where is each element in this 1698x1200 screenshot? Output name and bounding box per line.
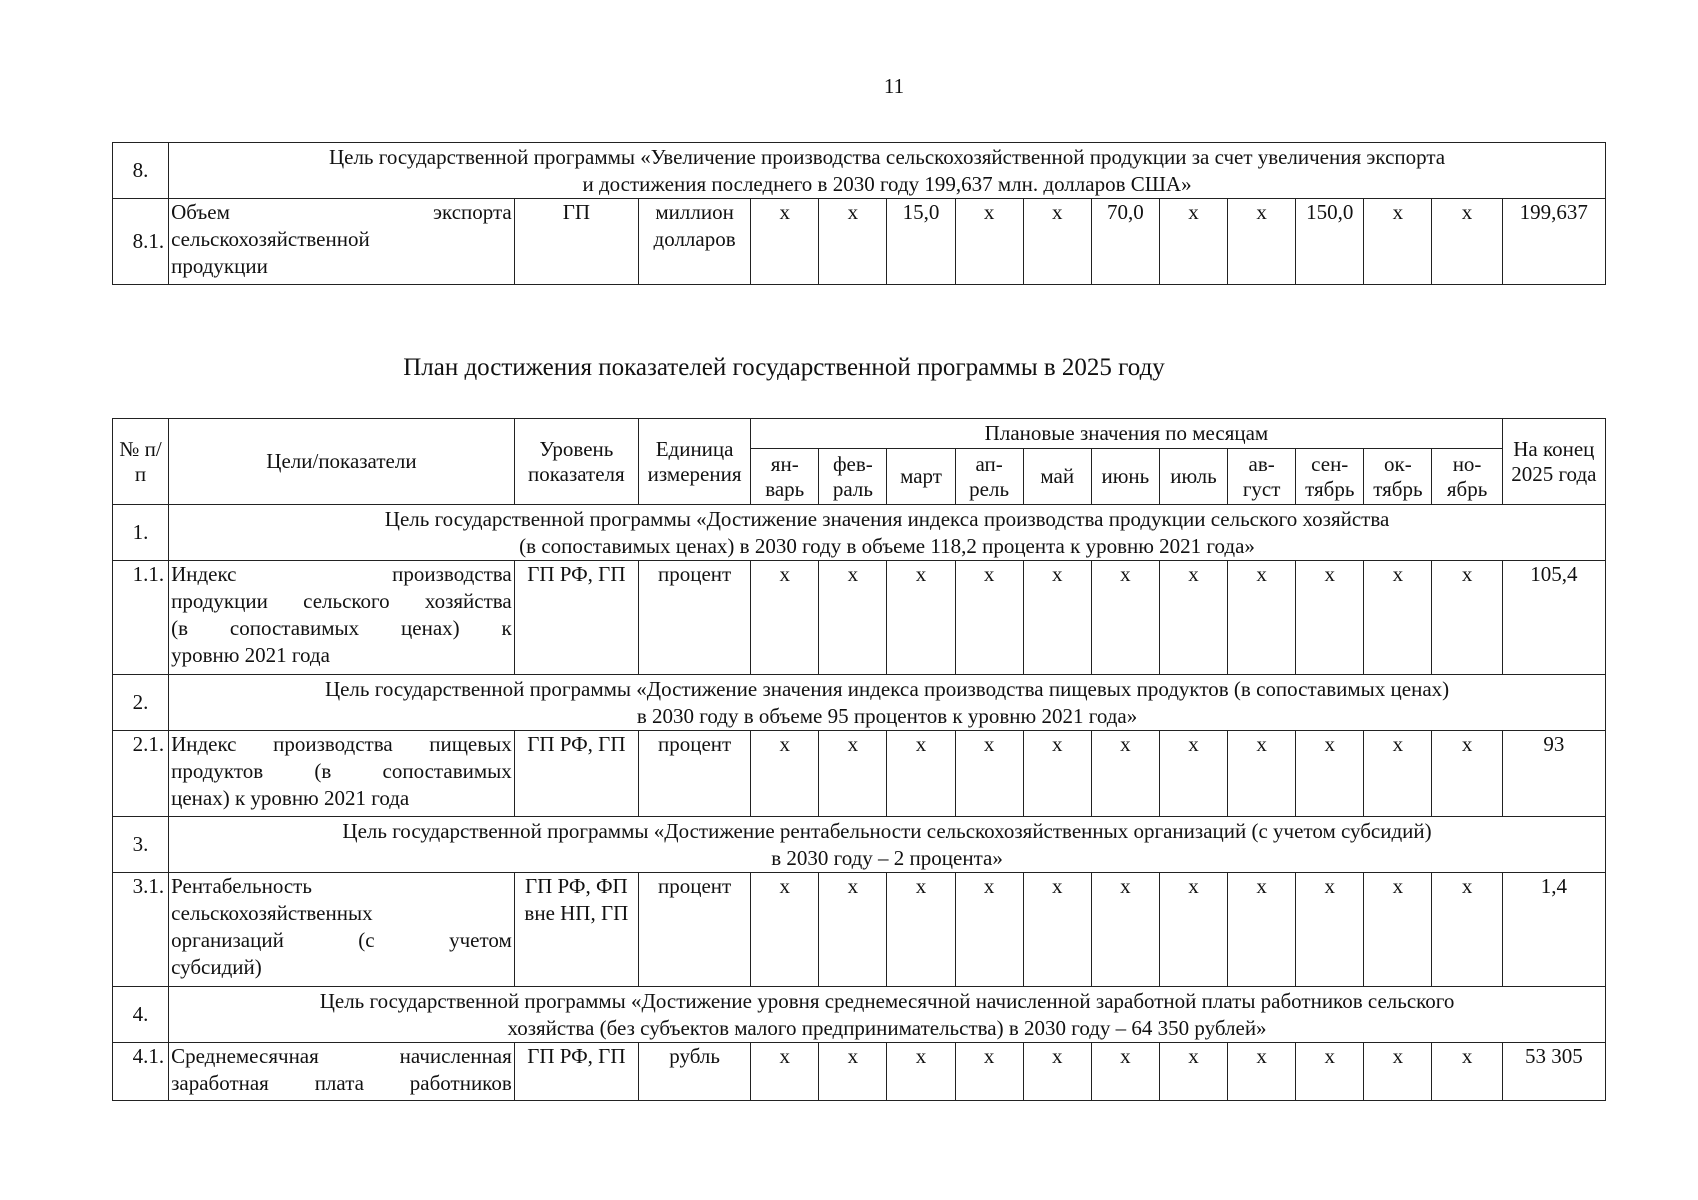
year-end-value: 53 305 [1502, 1043, 1605, 1101]
month-value: х [819, 1043, 887, 1101]
indicator-row-8-1 [113, 199, 1606, 285]
indicator-row-1-1 [113, 561, 1606, 675]
year-end-value: 93 [1502, 731, 1605, 817]
goal-row-3 [113, 817, 1606, 873]
row-number: 3.1. [113, 873, 169, 987]
month-value: х [1432, 561, 1502, 675]
month-value: х [1364, 731, 1432, 817]
month-value: х [887, 561, 955, 675]
goal-text: Цель государственной программы «Достижение уровня среднемесячной начисленной заработной платы работников сельского хозяйства (без субъектов малого предпринимательства) в 2030 году – 64 350 рублей» [169, 987, 1606, 1043]
month-value: х [751, 873, 819, 987]
month-value: х [887, 1043, 955, 1101]
header-goals: Цели/показатели [169, 419, 515, 505]
month-value: х [1159, 1043, 1227, 1101]
month-value: х [1432, 873, 1502, 987]
goal-text: Цель государственной программы «Достижение рентабельности сельскохозяйственных организаций (с учетом субсидий) в 2030 году – 2 процента» [169, 817, 1606, 873]
month-value: х [1023, 873, 1091, 987]
month-value: х [1091, 561, 1159, 675]
header-month: март [887, 449, 955, 505]
month-value: х [1432, 1043, 1502, 1101]
indicator-name: Объем экспорта сельскохозяйственной продукции [169, 199, 515, 285]
month-value: х [1228, 199, 1296, 285]
row-number: 4.1. [113, 1043, 169, 1101]
indicator-unit: миллион долларов [638, 199, 750, 285]
year-end-value: 199,637 [1502, 199, 1605, 285]
header-month: но-ябрь [1432, 449, 1502, 505]
month-value: х [1296, 873, 1364, 987]
row-number: 2.1. [113, 731, 169, 817]
month-value: х [751, 199, 819, 285]
plan-table [112, 418, 1606, 1101]
month-value: х [1091, 1043, 1159, 1101]
indicator-row-3-1 [113, 873, 1606, 987]
indicator-row-4-1 [113, 1043, 1606, 1101]
month-value: х [1364, 1043, 1432, 1101]
indicator-unit: процент [638, 731, 750, 817]
month-value: 150,0 [1296, 199, 1364, 285]
month-value: х [1159, 873, 1227, 987]
month-value: х [1091, 731, 1159, 817]
header-row-1 [113, 419, 1606, 449]
header-month: ав-густ [1228, 449, 1296, 505]
goal-number: 8. [113, 143, 169, 199]
month-value: х [1023, 1043, 1091, 1101]
month-value: х [1432, 199, 1502, 285]
month-value: х [751, 561, 819, 675]
header-month: ок-тябрь [1364, 449, 1432, 505]
header-month: сен-тябрь [1296, 449, 1364, 505]
month-value: х [1023, 561, 1091, 675]
header-num: № п/п [113, 419, 169, 505]
indicator-level: ГП РФ, ГП [514, 561, 638, 675]
indicator-name: Индекс производства пищевых продуктов (в сопоставимых ценах) к уровню 2021 года [169, 731, 515, 817]
month-value: х [955, 731, 1023, 817]
month-value: х [1228, 873, 1296, 987]
month-value: х [1023, 731, 1091, 817]
goal-number: 1. [113, 505, 169, 561]
indicator-level: ГП РФ, ГП [514, 1043, 638, 1101]
month-value: х [751, 731, 819, 817]
row-number: 8.1. [113, 199, 169, 285]
header-month: фев-раль [819, 449, 887, 505]
month-value: х [1364, 199, 1432, 285]
month-value: х [1432, 731, 1502, 817]
goal-number: 2. [113, 675, 169, 731]
indicator-level: ГП РФ, ГП [514, 731, 638, 817]
month-value: х [1023, 199, 1091, 285]
goal-row-2 [113, 675, 1606, 731]
indicator-unit: процент [638, 561, 750, 675]
month-value: х [819, 731, 887, 817]
month-value: х [955, 873, 1023, 987]
indicator-row-2-1 [113, 731, 1606, 817]
goal-row-8 [113, 143, 1606, 199]
month-value: х [887, 731, 955, 817]
indicator-name: Индекс производства продукции сельского хозяйства (в сопоставимых ценах) к уровню 2021 года [169, 561, 515, 675]
indicator-unit: процент [638, 873, 750, 987]
indicator-level: ГП РФ, ФП вне НП, ГП [514, 873, 638, 987]
goal-number: 3. [113, 817, 169, 873]
month-value: х [1091, 873, 1159, 987]
goal-row-4 [113, 987, 1606, 1043]
month-value: х [955, 1043, 1023, 1101]
indicator-name: Среднемесячная начисленная заработная плата работников [169, 1043, 515, 1101]
month-value: х [1296, 1043, 1364, 1101]
header-month: июль [1159, 449, 1227, 505]
page-number: 11 [883, 74, 905, 98]
month-value: х [819, 873, 887, 987]
goal-text: Цель государственной программы «Достижение значения индекса производства продукции сельского хозяйства (в сопоставимых ценах) в 2030 году в объеме 118,2 процента к уровню 2021 года» [169, 505, 1606, 561]
header-month: май [1023, 449, 1091, 505]
header-level: Уровень показателя [514, 419, 638, 505]
month-value: х [1159, 199, 1227, 285]
year-end-value: 1,4 [1502, 873, 1605, 987]
month-value: х [1159, 561, 1227, 675]
header-month: ап-рель [955, 449, 1023, 505]
month-value: х [1228, 731, 1296, 817]
month-value: х [1364, 561, 1432, 675]
header-year-end: На конец 2025 года [1502, 419, 1605, 505]
indicator-unit: рубль [638, 1043, 750, 1101]
month-value: х [887, 873, 955, 987]
month-value: х [1228, 561, 1296, 675]
goal-text: Цель государственной программы «Достижение значения индекса производства пищевых продуктов (в сопоставимых ценах) в 2030 году в объеме 95 процентов к уровню 2021 года» [169, 675, 1606, 731]
header-month: июнь [1091, 449, 1159, 505]
month-value: х [819, 561, 887, 675]
month-value: х [1228, 1043, 1296, 1101]
month-value: х [1159, 731, 1227, 817]
month-value: х [751, 1043, 819, 1101]
plan-title: План достижения показателей государственной программы в 2025 году [403, 354, 1165, 381]
header-unit: Единица измерения [638, 419, 750, 505]
month-value: х [1296, 561, 1364, 675]
header-plan: Плановые значения по месяцам [751, 419, 1503, 449]
indicator-name: Рентабельность сельскохозяйственных организаций (с учетом субсидий) [169, 873, 515, 987]
indicator-level: ГП [514, 199, 638, 285]
top-table [112, 142, 1606, 285]
year-end-value: 105,4 [1502, 561, 1605, 675]
month-value: х [955, 199, 1023, 285]
month-value: х [955, 561, 1023, 675]
month-value: х [1296, 731, 1364, 817]
month-value: х [819, 199, 887, 285]
header-month: ян-варь [751, 449, 819, 505]
row-number: 1.1. [113, 561, 169, 675]
month-value: 15,0 [887, 199, 955, 285]
month-value: х [1364, 873, 1432, 987]
goal-text: Цель государственной программы «Увеличение производства сельскохозяйственной продукции за счет увеличения экспорта и достижения последнего в 2030 году 199,637 млн. долларов США» [169, 143, 1606, 199]
goal-row-1 [113, 505, 1606, 561]
goal-number: 4. [113, 987, 169, 1043]
month-value: 70,0 [1091, 199, 1159, 285]
